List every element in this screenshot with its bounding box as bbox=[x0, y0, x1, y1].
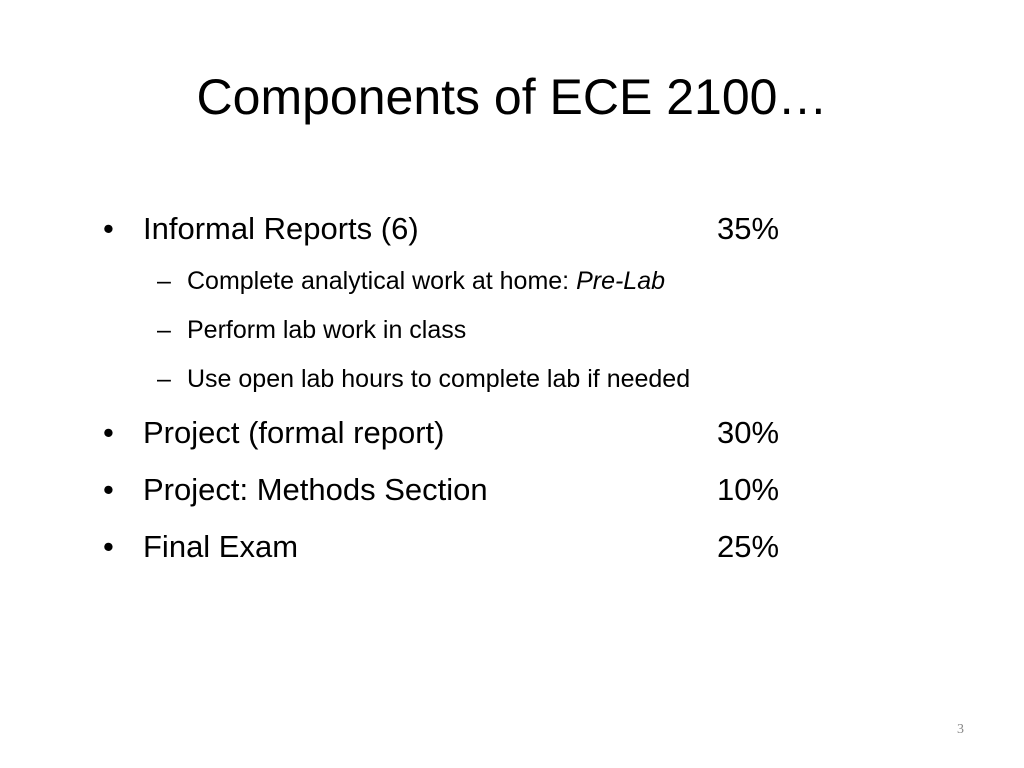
bullet-label: Project: Methods Section bbox=[143, 472, 488, 507]
bullet-item-informal-reports bbox=[103, 200, 923, 257]
sub-item-open-lab bbox=[103, 355, 923, 404]
sub-item-plain-text: Complete analytical work at home: bbox=[187, 267, 577, 295]
dash-icon: – bbox=[157, 365, 171, 393]
bullet-list bbox=[103, 200, 923, 575]
sub-item-emphasis: Pre-Lab bbox=[576, 267, 666, 295]
bullet-percent: 30% bbox=[717, 415, 780, 450]
bullet-item-project-formal bbox=[103, 404, 923, 461]
bullet-icon: • bbox=[103, 415, 114, 450]
sub-item-lab-work bbox=[103, 306, 923, 355]
bullet-label: Informal Reports (6) bbox=[143, 211, 419, 246]
sub-item-text: Use open lab hours to complete lab if needed bbox=[187, 365, 691, 393]
sub-item-pre-lab bbox=[103, 257, 923, 306]
bullet-item-final-exam bbox=[103, 518, 923, 575]
bullet-percent: 25% bbox=[717, 529, 780, 564]
slide-title: Components of ECE 2100… bbox=[196, 69, 828, 125]
bullet-label: Final Exam bbox=[143, 529, 299, 564]
bullet-item-methods-section bbox=[103, 461, 923, 518]
bullet-icon: • bbox=[103, 211, 114, 246]
bullet-icon: • bbox=[103, 472, 114, 507]
sub-item-text bbox=[187, 257, 665, 306]
dash-icon: – bbox=[157, 267, 171, 295]
bullet-icon: • bbox=[103, 529, 114, 564]
slide-number: 3 bbox=[957, 722, 964, 737]
bullet-percent: 10% bbox=[717, 472, 780, 507]
sub-item-text: Perform lab work in class bbox=[187, 316, 467, 344]
bullet-label: Project (formal report) bbox=[143, 415, 445, 450]
dash-icon: – bbox=[157, 316, 171, 344]
bullet-percent: 35% bbox=[717, 211, 780, 246]
